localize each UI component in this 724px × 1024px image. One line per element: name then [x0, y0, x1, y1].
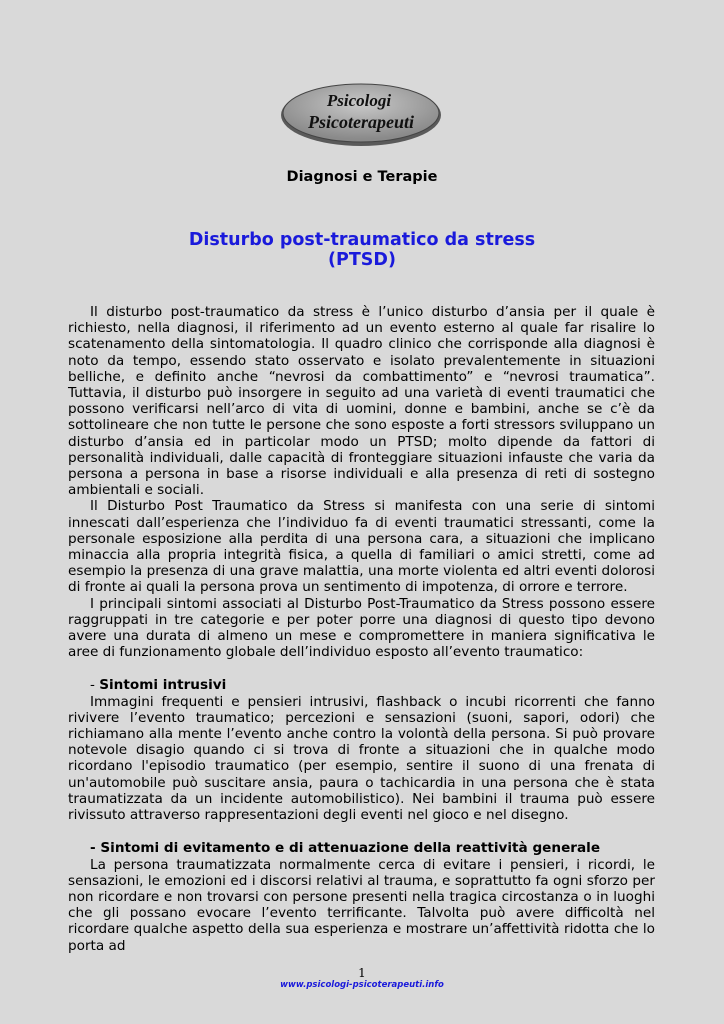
- section-label: Diagnosi e Terapie: [286, 169, 438, 185]
- section-heading: - Sintomi di evitamento e di attenuazione della reattività generale: [90, 840, 601, 857]
- document-title: [0, 230, 724, 270]
- body-text: [68, 304, 655, 954]
- paragraph: Il Disturbo Post Traumatico da Stress si manifesta con una serie di sintomi innescati dall’esperienza che l’individuo fa di eventi traumatici stressanti, come la personale esposizione alla perdita di una persona cara, a situazioni che implicano minaccia alla propria integrità fisica, a quella di familiari o amici stretti, come ad esempio la presenza di una grave malattia, una morte violenta ed altri eventi dolorosi di fronte ai quali la persona prova un sentimento di impotenza, di orrore e terrore.: [68, 498, 655, 596]
- section-text: La persona traumatizzata normalmente cerca di evitare i pensieri, i ricordi, le sensazioni, le emozioni ed i discorsi relativi al trauma, e soprattutto fa ogni sforzo per non ricordare e non trovarsi con persone presenti nella tragica circostanza o in luoghi che gli possano evocare l’evento terrificante. Talvolta può avere difficoltà nel ricordare qualche aspetto della sua esperienza e mostrare un’affettività ridotta che lo porta ad: [68, 856, 655, 954]
- svg-text:Psicologi: Psicologi: [326, 91, 392, 110]
- heading-text: Sintomi intrusivi: [99, 677, 227, 694]
- heading-dash: -: [90, 677, 100, 694]
- title-line-2: (PTSD): [328, 250, 396, 270]
- section-text: Immagini frequenti e pensieri intrusivi, flashback o incubi ricorrenti che fanno rivivere l’evento traumatico; percezioni e sensazioni (suoni, sapori, odori) che richiamano alla mente l’evento anche contro la volontà della persona. Si può provare notevole disagio quando ci si trova di fronte a situazioni che in qualche modo ricordano l'episodio traumatico (per esempio, sentire il suono di una frenata di un'automobile può suscitare ansia, paura o tachicardia in una persona che è stata traumatizzata da un incidente automobilistico). Nei bambini il trauma può essere rivissuto attraverso rappresentazioni degli eventi nel gioco e nel disegno.: [68, 693, 655, 824]
- page-number: 1: [358, 966, 366, 980]
- svg-text:Psicoterapeuti: Psicoterapeuti: [308, 112, 414, 132]
- title-line-1: Disturbo post-traumatico da stress: [188, 230, 536, 250]
- paragraph: Il disturbo post-traumatico da stress è l’unico disturbo d’ansia per il quale è richiesto, nella diagnosi, il riferimento ad un evento esterno al quale far risalire lo scatenamento della sintomatologia. Il quadro clinico che corrisponde alla diagnosi è noto da tempo, essendo stato osservato e isolato prevalentemente in situazioni belliche, e definito anche “nevrosi da combattimento” e “nevrosi traumatica”. Tuttavia, il disturbo può insorgere in seguito ad una varietà di eventi traumatici che possono verificarsi nell’arco di vita di uomini, donne e bambini, anche se c’è da sottolineare che non tutte le persone che sono esposte a forti stressors sviluppano un disturbo d’ansia ed in particolar modo un PTSD; molto dipende da fattori di personalità individuali, dalle capacità di fronteggiare situazioni infauste che varia da persona a persona in base a risorse individuali e alla presenza di reti di sostegno ambientali e sociali.: [68, 304, 655, 499]
- footer-url[interactable]: www.psicologi-psicoterapeuti.info: [280, 980, 444, 990]
- logo: [279, 78, 443, 148]
- logo-graphic: [279, 78, 443, 148]
- section-heading: [68, 677, 655, 693]
- paragraph: I principali sintomi associati al Disturbo Post-Traumatico da Stress possono essere raggruppati in tre categorie e per poter porre una diagnosi di questo tipo devono avere una durata di almeno un mese e compromettere in maniera significativa le aree di funzionamento globale dell’individuo esposto all’evento traumatico:: [68, 595, 655, 661]
